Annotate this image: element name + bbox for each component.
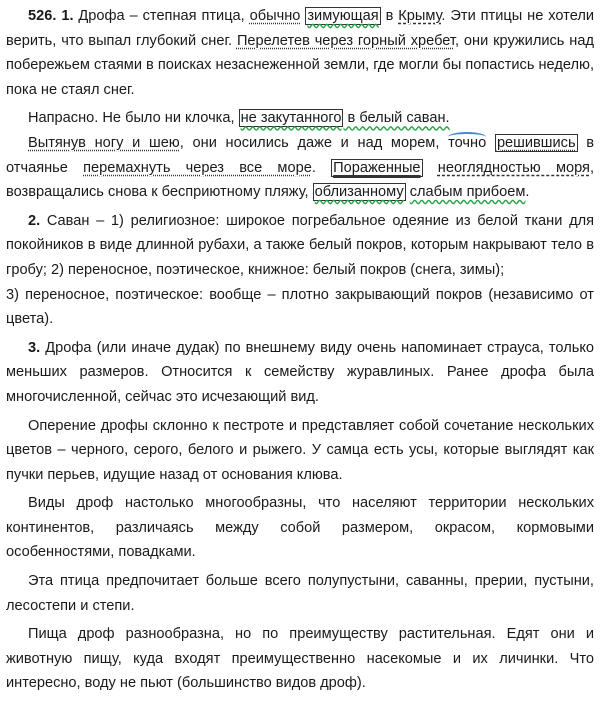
conjunction-marked: точно bbox=[448, 134, 487, 151]
adverbial-phrase-marked: Перелетев через горный хребет bbox=[236, 32, 455, 49]
paragraph-9: Эта птица предпочитает больше всего полупустыни, саванны, прерии, пустыни, лесостепи и степи. bbox=[6, 573, 594, 614]
paragraph-3: Вытянув ногу и шею, они носились даже и над морем, точно решившись в отчаянье перемахнуть через все море. Пораженные неоглядностью моря, возвращались снова к бесприютному пляжу, облизанному слабым прибоем. bbox=[6, 134, 595, 201]
paragraph-2: Напрасно. Не было ни клочка, не закутанного в белый саван. bbox=[28, 110, 450, 127]
participle-phrase-2: слабым прибоем bbox=[409, 184, 526, 201]
paragraph-6: 3. Дрофа (или иначе дудак) по внешнему виду очень напоминает страуса, только меньших размеров. Относится к семейству журавлиных. Ранее дрофа была многочисленной, сейчас это исчезающий вид. bbox=[6, 339, 594, 405]
paragraph-8: Виды дроф настолько многообразны, что населяют территории нескольких континентов, различаясь между собой размером, окрасом, кормовыми особенностями, повадками. bbox=[6, 495, 594, 561]
paragraph-5: 3) переносное, поэтическое: вообще – плотно закрывающий покров (независимо от цвета). bbox=[6, 286, 594, 328]
section-number-3: 3. bbox=[28, 339, 41, 356]
adverbial-marked: решившись bbox=[496, 134, 576, 151]
participle-marked-2: облизанному bbox=[314, 184, 404, 201]
participle-phrase-marked: не закутанного bbox=[240, 110, 342, 127]
section-number-2: 2. bbox=[28, 212, 41, 229]
predicate-marked: Пораженные bbox=[333, 159, 421, 176]
adverb-marked: обычно bbox=[249, 8, 301, 24]
adverbial-phrase-1: Вытянув ногу и шею bbox=[28, 134, 180, 151]
adverbial-phrase-2: перемахнуть через все море bbox=[83, 159, 312, 176]
place-marked: Крыму bbox=[398, 8, 442, 24]
paragraph-7: Оперение дрофы склонно к пестроте и представляет собой сочетание нескольких цветов – черного, серого, белого и рыжего. У самца есть усы, которые выглядят как пучки перьев, идущие назад от основания клюва. bbox=[6, 417, 594, 483]
paragraph-4: 2. Саван – 1) религиозное: широкое погребальное одеяние из белой ткани для покойников в виде длинной рубахи, а также белый покров, которым накрывают тело в гробу; 2) переносное, поэтическое, книжное: белый покров (снега, зимы); bbox=[6, 212, 594, 278]
exercise-number: 526. 1. bbox=[28, 8, 74, 24]
participle-marked: зимующая bbox=[307, 8, 379, 24]
paragraph-1: 526. 1. Дрофа – степная птица, обычно зимующая в Крыму. Эти птицы не хотели верить, что выпал глубокий снег. Перелетев через горный хребет, они кружились над побережьем стаями в поисках незаснеженной земли, где могли бы попастись неделю, пока не стаял снег. bbox=[6, 8, 595, 98]
object-phrase-marked: неоглядностью моря bbox=[437, 159, 590, 176]
paragraph-10: Пища дроф разнообразна, но по преимуществу растительная. Едят они и животную пищу, куда входят преимущественно насекомые и их личинки. Что интересно, воду не пьют (большинство видов дроф). bbox=[6, 626, 594, 692]
